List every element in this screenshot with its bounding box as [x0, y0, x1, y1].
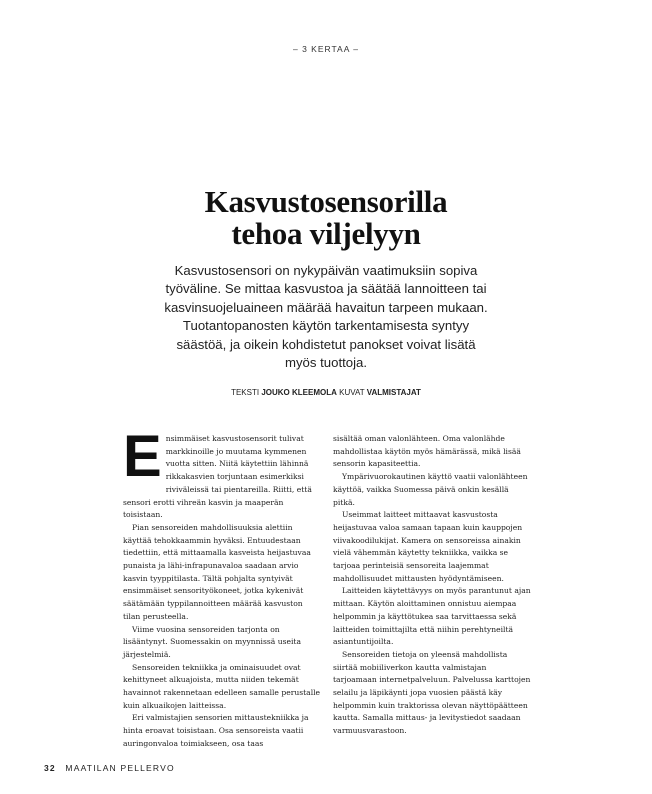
publication-name: MAATILAN PELLERVO — [65, 763, 175, 773]
credits-author: JOUKO KLEEMOLA — [261, 388, 337, 397]
drop-cap: E — [123, 424, 162, 489]
article-credits — [0, 388, 652, 397]
body-paragraph: Pian sensoreiden mahdollisuuksia alettiin käyttää tehokkaammin hyväksi. Entuudestaan tiedettiin, että mittaamalla kasveista heijastuvaa punaista ja lähi-infrapunavaloa saadaan arvio kasvin tyyppitilasta. Tältä pohjalta syntyivät ensimmäiset sensorityökoneet, jotka kykenivät säätämään typpilannoitteen määrää kasvuston tilan perusteella. — [123, 522, 311, 621]
section-kicker: – 3 KERTAA – — [292, 44, 360, 54]
body-paragraph: Viime vuosina sensoreiden tarjonta on lisääntynyt. Suomessakin on myynnissä useita järjestelmiä. — [123, 624, 302, 659]
body-paragraph: Useimmat laitteet mittaavat kasvustosta heijastuvaa valoa samaan tapaan kuin kauppojen viivakoodilukijat. Kamera on sensoreissa ainakin vielä vähemmän käytetty tekniikka, vaikka se tarjoaa perinteisiä sensoreita laajemmat mahdollisuudet mittausten hyödyntämiseen. — [333, 510, 523, 583]
article-title — [0, 186, 652, 250]
title-line-2: tehoa viljelyyn — [231, 216, 421, 251]
body-paragraph: Sensoreiden tietoja on yleensä mahdollista siirtää mobiiliverkon kautta valmistajan tarjoamaan internetpalveluun. Palvelussa karttojen selailu ja läpikäynti jopa vuosien päästä käy helpommin kuin traktorissa olevan näyttöpäätteen kautta. Samalla mittaus- ja levitystiedot saadaan varmuusvarastoon. — [333, 649, 531, 736]
page-number: 32 — [44, 763, 56, 773]
credits-text-label: TEKSTI — [231, 388, 260, 397]
body-paragraph: nsimmäiset kasvustosensorit tulivat markkinoille jo muutama kymmenen vuotta sitten. Niitä käytettiin lähinnä rikkakasvien torjuntaan esimerkiksi riviväleissä tai pientareilla. Riitti, että sensori erotti vihreän kasvin ja maaperän toisistaan. — [123, 434, 312, 520]
article-lead: Kasvustosensori on nykypäivän vaatimuksiin sopiva työväline. Se mittaa kasvustoa ja säätää lannoitteen tai kasvinsuojeluaineen määrää havaitun tarpeen mukaan. Tuotantopanosten käytön tarkentamisesta syntyy säästöä, ja oikein kohdistetut panokset voivat lisätä myös tuottoja. — [164, 263, 488, 371]
credits-photographer: VALMISTAJAT — [366, 388, 421, 397]
title-line-1: Kasvustosensorilla — [204, 184, 448, 219]
body-paragraph: Laitteiden käytettävyys on myös parantunut ajan mittaan. Käytön aloittaminen onnistuu aiempaa helpommin ja käyttötukea saa tarvittaessa sekä laitteiden toimittajilta että niihin perehtyneiltä asiantuntijoilta. — [333, 586, 531, 647]
body-paragraph: Ympärivuorokautinen käyttö vaatii valonlähteen käyttöä, vaikka Suomessa päivä onkin kesällä pitkä. — [333, 472, 528, 507]
body-paragraph: Sensoreiden tekniikka ja ominaisuudet ovat kehittyneet alkuajoista, mutta niiden tekemät havainnot rakennetaan edelleen samalle perustalle kuin alkuaikojen laitteissa. — [123, 662, 321, 710]
body-column-2 — [333, 433, 531, 738]
body-paragraph: sisältää oman valonlähteen. Oma valonlähde mahdollistaa käytön myös hämärässä, mikä lisää sensorin kapasiteettia. — [333, 434, 521, 469]
body-paragraph: Eri valmistajien sensorien mittaustekniikka ja hinta eroavat toisistaan. Osa sensoreista vaatii auringonvaloa toimiakseen, osa taas — [123, 713, 309, 748]
body-column-1 — [123, 424, 321, 751]
page-footer — [44, 763, 175, 773]
credits-photos-label: KUVAT — [339, 388, 365, 397]
